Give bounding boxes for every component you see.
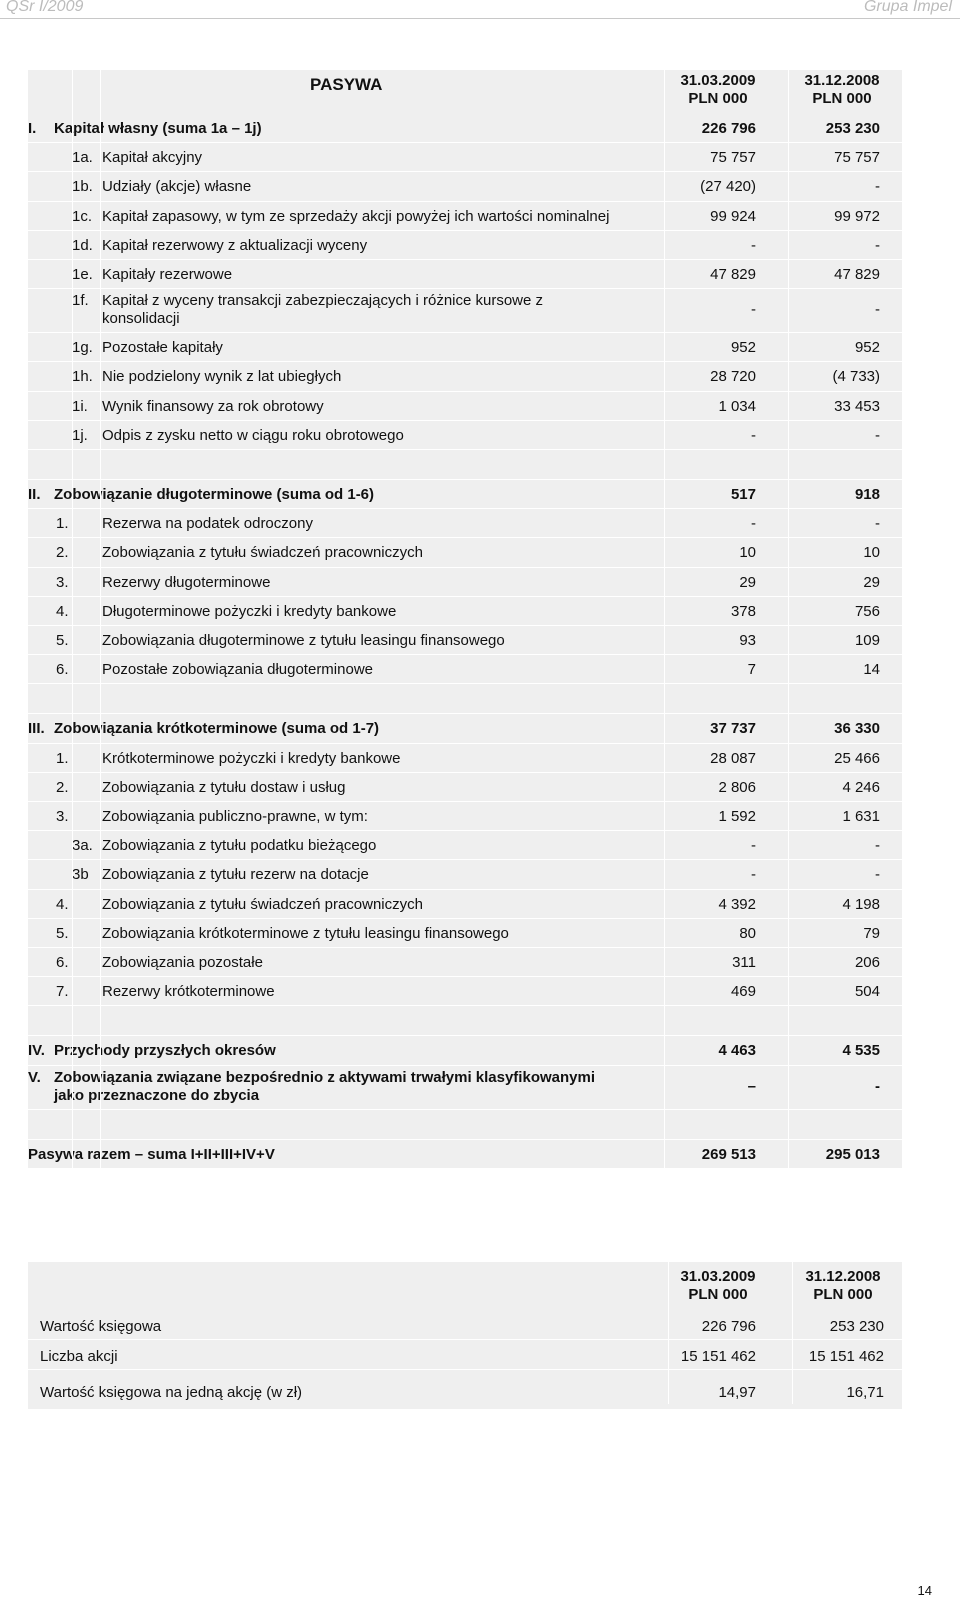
row-label-line: Kapitał rezerwowy z aktualizacji wyceny	[102, 236, 368, 254]
value-2008: 4 246	[842, 778, 880, 796]
row-label	[54, 120, 614, 138]
row-label	[102, 544, 662, 562]
col2-header	[792, 72, 892, 108]
row-label	[102, 237, 662, 255]
value-2009: 10	[739, 544, 756, 562]
value-2009: -	[751, 866, 756, 884]
row-label	[102, 339, 662, 357]
row-code: 1f.	[72, 292, 89, 310]
book-value-table	[28, 1262, 902, 1404]
book-value-2008: 15 151 462	[808, 1348, 884, 1365]
row-code: 2.	[56, 778, 69, 796]
value-2008: 99 972	[834, 207, 880, 225]
row-code: 1d.	[72, 236, 93, 254]
pasywa-table	[28, 70, 902, 1194]
row-label-line: Zobowiązania krótkoterminowe z tytułu leasingu finansowego	[102, 924, 509, 942]
row-label-line: Zobowiązania z tytułu podatku bieżącego	[102, 837, 377, 855]
row-label	[102, 779, 662, 797]
value-2008: 295 013	[825, 1145, 880, 1163]
value-2009: 517	[730, 486, 756, 503]
row-label-line: Zobowiązania pozostałe	[102, 954, 263, 971]
row-label-line: Zobowiązania krótkoterminowe (suma od 1-7)	[54, 720, 380, 738]
value-2008: 253 230	[825, 120, 880, 137]
row-code: 1a.	[72, 149, 93, 167]
value-2008: 79	[863, 924, 880, 942]
value-2009: 93	[739, 632, 756, 649]
row-code: II.	[28, 486, 41, 503]
value-2008: -	[875, 866, 880, 884]
value-2008: 10	[863, 544, 880, 562]
row-code: 3b	[72, 866, 89, 884]
row-label	[102, 925, 662, 943]
value-2009: 226 796	[701, 120, 756, 137]
value-2008: -	[875, 236, 880, 254]
value-2008: 109	[854, 632, 880, 649]
column-divider	[788, 70, 789, 1194]
row-label-line: Zobowiązania z tytułu dostaw i usług	[102, 778, 346, 796]
row-label	[102, 266, 662, 284]
row-label	[102, 292, 662, 328]
row-label	[54, 720, 614, 738]
row-code: 1j.	[72, 426, 88, 444]
row-label-line: Zobowiązania długoterminowe z tytułu leasingu finansowego	[102, 632, 505, 649]
row-label	[102, 178, 662, 196]
row-code: 2.	[56, 544, 69, 562]
row-code: 1c.	[72, 207, 93, 225]
value-2008: 14	[863, 661, 880, 679]
row-label	[102, 954, 662, 972]
row-label	[102, 632, 662, 650]
row-label	[102, 427, 662, 445]
row-code: IV.	[28, 1042, 45, 1060]
row-label-line: Krótkoterminowe pożyczki i kredyty bankowe	[102, 749, 401, 767]
value-2009: 28 087	[710, 749, 756, 767]
col1-header-date: 31.03.2009	[680, 72, 756, 89]
value-2008: 4 535	[842, 1042, 880, 1060]
row-label	[28, 1146, 588, 1164]
value-2009: 1 034	[718, 397, 756, 415]
value-2008: 504	[854, 983, 880, 1001]
row-label-line: Odpis z zysku netto w ciągu roku obrotowego	[102, 426, 404, 444]
row-label	[102, 208, 662, 226]
value-2008: -	[875, 178, 880, 196]
row-code: 4.	[56, 895, 69, 913]
page-header	[0, 0, 960, 22]
value-2009: 80	[739, 924, 756, 942]
row-code: 3a.	[72, 837, 93, 855]
row-label-line: Kapitały rezerwowe	[102, 266, 233, 283]
col2-header-unit: PLN 000	[812, 90, 872, 107]
col2-header-date: 31.12.2008	[804, 72, 880, 89]
value-2009: -	[751, 426, 756, 444]
row-label-line: Wynik finansowy za rok obrotowy	[102, 397, 324, 415]
row-code: 1h.	[72, 368, 93, 386]
column-divider	[664, 70, 665, 1194]
book-col2-date: 31.12.2008	[805, 1268, 881, 1285]
row-code: 3.	[56, 573, 69, 591]
value-2008: -	[875, 837, 880, 855]
book-col1-header	[658, 1268, 778, 1304]
spacer-row	[28, 450, 902, 479]
row-label-line: Zobowiązania publiczno-prawne, w tym:	[102, 808, 368, 825]
pasywa-header-row	[28, 70, 902, 114]
row-code: 5.	[56, 924, 69, 942]
book-value-2008: 16,71	[846, 1384, 884, 1401]
book-value-2009: 15 151 462	[680, 1348, 756, 1365]
row-code: 6.	[56, 954, 69, 971]
value-2009: –	[747, 1077, 756, 1095]
page-number: 14	[917, 1583, 932, 1598]
value-2009: -	[751, 837, 756, 855]
row-label	[102, 661, 662, 679]
row-code: 1g.	[72, 339, 93, 357]
header-rule	[0, 18, 960, 19]
value-2008: 75 757	[834, 149, 880, 167]
value-2008: -	[875, 515, 880, 533]
row-label-line: Zobowiązania z tytułu świadczeń pracowniczych	[102, 544, 423, 562]
row-label-line: Zobowiązanie długoterminowe (suma od 1-6)	[54, 486, 375, 503]
value-2009: 4 463	[718, 1042, 756, 1060]
column-divider	[668, 1262, 669, 1404]
book-value-2008: 253 230	[829, 1318, 884, 1335]
row-label	[102, 398, 662, 416]
value-2008: 918	[854, 486, 880, 503]
value-2008: 206	[854, 954, 880, 971]
book-col1-unit: PLN 000	[688, 1286, 748, 1303]
row-label	[102, 983, 662, 1001]
row-label	[102, 808, 662, 826]
value-2009: 4 392	[718, 895, 756, 913]
row-label	[102, 896, 662, 914]
spacer-row	[28, 1110, 902, 1139]
row-label	[102, 515, 662, 533]
value-2008: 33 453	[834, 397, 880, 415]
value-2009: 469	[730, 983, 756, 1001]
row-label-line: Kapitał z wyceny transakcji zabezpieczających i różnice kursowe z	[102, 292, 544, 310]
value-2008: 36 330	[834, 720, 880, 738]
value-2009: 99 924	[710, 207, 756, 225]
column-divider	[72, 70, 73, 1194]
row-label-line: Nie podzielony wynik z lat ubiegłych	[102, 368, 342, 386]
row-code: 1b.	[72, 178, 93, 196]
spacer-row	[28, 1006, 902, 1035]
row-label-line: jako przeznaczone do zbycia	[54, 1086, 260, 1104]
row-code: 1i.	[72, 397, 88, 415]
value-2009: 311	[732, 954, 756, 971]
value-2008: -	[875, 426, 880, 444]
row-label	[54, 1069, 614, 1105]
value-2008: 47 829	[834, 266, 880, 283]
value-2009: -	[751, 301, 756, 319]
pasywa-title: PASYWA	[310, 75, 383, 94]
value-2009: 29	[739, 573, 756, 591]
value-2008: -	[875, 301, 880, 319]
row-code: 1.	[56, 749, 69, 767]
row-label-line: Przychody przyszłych okresów	[54, 1042, 276, 1060]
row-label	[102, 149, 662, 167]
row-label-line: Kapitał własny (suma 1a – 1j)	[54, 120, 262, 137]
book-col1-date: 31.03.2009	[680, 1268, 756, 1285]
row-code: 3.	[56, 808, 69, 825]
value-2008: 29	[863, 573, 880, 591]
row-label-line: Udziały (akcje) własne	[102, 178, 252, 196]
book-col2-unit: PLN 000	[813, 1286, 873, 1303]
value-2008: -	[875, 1077, 880, 1095]
row-code: III.	[28, 720, 45, 738]
value-2009: 7	[747, 661, 756, 679]
row-label	[54, 486, 614, 504]
column-divider	[792, 1262, 793, 1404]
row-code: V.	[28, 1068, 41, 1086]
row-label-line: Zobowiązania z tytułu rezerw na dotacje	[102, 866, 369, 884]
value-2009: 2 806	[718, 778, 756, 796]
row-code: I.	[28, 120, 37, 137]
row-label	[102, 750, 662, 768]
book-row-label: Liczba akcji	[40, 1348, 118, 1365]
value-2009: 47 829	[710, 266, 756, 283]
value-2009: -	[751, 515, 756, 533]
row-label-line: Rezerwa na podatek odroczony	[102, 515, 313, 533]
book-col2-header	[783, 1268, 903, 1304]
row-code: 6.	[56, 661, 69, 679]
value-2008: 1 631	[842, 808, 880, 825]
book-row-label: Wartość księgowa na jedną akcję (w zł)	[40, 1384, 303, 1401]
row-code: 1.	[56, 515, 69, 533]
row-label-line: Rezerwy krótkoterminowe	[102, 983, 275, 1001]
value-2008: 25 466	[834, 749, 880, 767]
row-label-line: Kapitał zapasowy, w tym ze sprzedaży akcji powyżej ich wartości nominalnej	[102, 207, 610, 225]
row-code: 7.	[56, 983, 69, 1001]
row-label-line: Kapitał akcyjny	[102, 149, 203, 167]
row-label-line: Pozostałe zobowiązania długoterminowe	[102, 661, 373, 679]
value-2009: (27 420)	[700, 178, 756, 196]
row-label-line: Zobowiązania związane bezpośrednio z aktywami trwałymi klasyfikowanymi	[54, 1068, 595, 1086]
row-code: 1e.	[72, 266, 93, 283]
book-value-2009: 226 796	[701, 1318, 756, 1335]
row-label-line: Pasywa razem – suma I+II+III+IV+V	[28, 1145, 275, 1163]
row-label-line: Pozostałe kapitały	[102, 339, 223, 357]
value-2009: 952	[730, 339, 756, 357]
value-2009: 75 757	[710, 149, 756, 167]
row-label	[102, 866, 662, 884]
value-2008: 952	[854, 339, 880, 357]
column-divider	[100, 70, 101, 1194]
row-label	[54, 1042, 614, 1060]
value-2009: -	[751, 236, 756, 254]
col1-header	[668, 72, 768, 108]
value-2009: 1 592	[718, 808, 756, 825]
value-2008: (4 733)	[832, 368, 880, 386]
row-label-line: konsolidacji	[102, 310, 180, 328]
value-2008: 4 198	[842, 895, 880, 913]
row-label-line: Długoterminowe pożyczki i kredyty bankowe	[102, 602, 397, 620]
spacer-row	[28, 684, 902, 713]
value-2009: 28 720	[710, 368, 756, 386]
col1-header-unit: PLN 000	[688, 90, 748, 107]
header-right: Grupa Impel	[863, 0, 952, 15]
book-row-label: Wartość księgowa	[40, 1318, 162, 1335]
row-label	[102, 574, 662, 592]
row-label-line: Zobowiązania z tytułu świadczeń pracowniczych	[102, 895, 423, 913]
value-2009: 269 513	[701, 1145, 756, 1163]
row-label-line: Rezerwy długoterminowe	[102, 573, 271, 591]
value-2008: 756	[854, 602, 880, 620]
header-left: QSr I/2009	[6, 0, 84, 15]
value-2009: 378	[730, 602, 756, 620]
row-label	[102, 368, 662, 386]
row-label	[102, 837, 662, 855]
row-code: 5.	[56, 632, 69, 649]
book-value-2009: 14,97	[718, 1384, 756, 1401]
value-2009: 37 737	[710, 720, 756, 738]
row-code: 4.	[56, 602, 69, 620]
row-label	[102, 603, 662, 621]
